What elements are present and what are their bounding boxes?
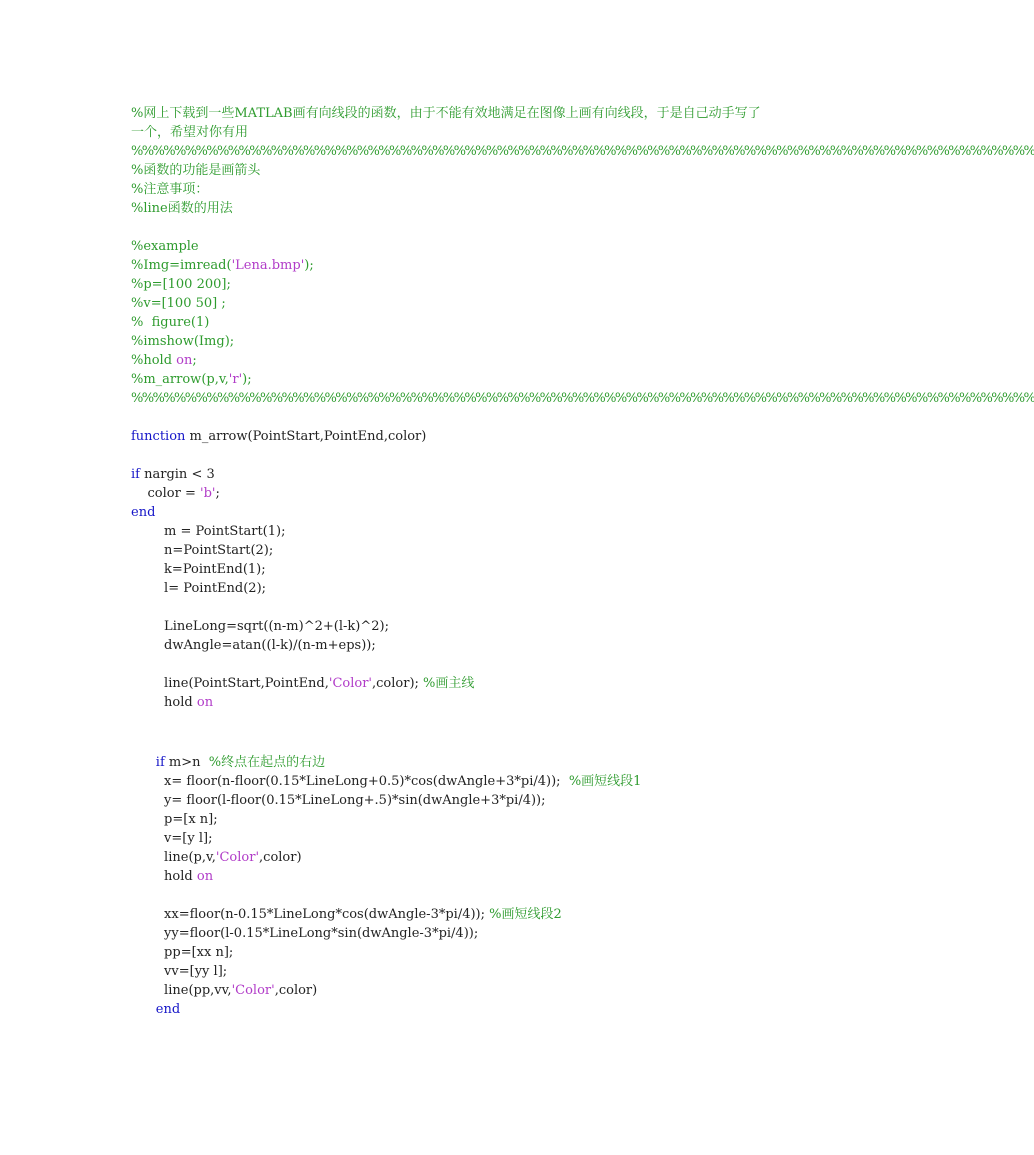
blank-line xyxy=(131,598,771,617)
string-literal: 'Lena.bmp' xyxy=(231,258,305,273)
line-pv-call xyxy=(131,848,771,867)
code-document xyxy=(131,104,1034,1019)
line-usage-comment: %line函数的用法 xyxy=(131,201,233,216)
inline-comment: %画短线段1 xyxy=(568,774,642,789)
if-condition: m>n xyxy=(164,755,209,770)
if-keyword: if xyxy=(155,755,165,770)
end-keyword: end xyxy=(155,1002,181,1017)
comment-text: ; xyxy=(192,353,197,368)
inline-comment: %画主线 xyxy=(423,676,475,691)
code-text: x= floor(n-floor(0.15*LineLong+0.5)*cos(dwAngle+3*pi/4)); xyxy=(131,774,569,789)
code-text: hold xyxy=(131,869,197,884)
comment-text: ); xyxy=(242,372,252,387)
v-assign-line: v=[y l]; xyxy=(131,831,213,846)
function-signature: m_arrow(PointStart,PointEnd,color) xyxy=(185,429,427,444)
code-text: hold xyxy=(131,695,197,710)
example-p-line: %p=[100 200]; xyxy=(131,277,231,292)
inline-comment: %画短线段2 xyxy=(489,907,562,922)
blank-line xyxy=(131,655,771,674)
example-imshow-line: %imshow(Img); xyxy=(131,334,235,349)
yy-assign-line: yy=floor(l-0.15*LineLong*sin(dwAngle-3*pi/4)); xyxy=(131,926,479,941)
code-text: ; xyxy=(215,486,220,501)
keyword-literal: on xyxy=(196,695,214,710)
example-title: %example xyxy=(131,239,199,254)
blank-line xyxy=(131,218,771,237)
example-v-line: %v=[100 50] ; xyxy=(131,296,226,311)
vv-assign-line: vv=[yy l]; xyxy=(131,964,228,979)
if-m-gt-n-line xyxy=(131,753,771,772)
comment-text: %m_arrow(p,v, xyxy=(131,372,229,387)
string-literal: 'Color' xyxy=(328,676,373,691)
function-keyword: function xyxy=(131,429,186,444)
hold-on-line xyxy=(131,693,771,712)
dwangle-line: dwAngle=atan((l-k)/(n-m+eps)); xyxy=(131,638,376,653)
l-assign-line: l= PointEnd(2); xyxy=(131,581,267,596)
p-assign-line: p=[x n]; xyxy=(131,812,218,827)
divider-top: %%%%%%%%%%%%%%%%%%%%%%%%%%%%%%%%%%%%%%%%%%%%%%%%%%%%%%%%%%%%%%%%%%%%%%%%%%%%%%%%%%%% xyxy=(131,144,1034,159)
code-text: ,color) xyxy=(259,850,302,865)
line-ppvv-call xyxy=(131,981,771,1000)
main-line-call xyxy=(131,674,771,693)
m-assign-line: m = PointStart(1); xyxy=(131,524,286,539)
keyword-literal: on xyxy=(196,869,214,884)
intro-comment: %网上下载到一些MATLAB画有向线段的函数，由于不能有效地满足在图像上画有向线段，于是自己动手写了一个，希望对你有用 xyxy=(131,106,761,140)
indent xyxy=(131,755,156,770)
string-literal: 'b' xyxy=(200,486,216,501)
code-text: line(PointStart,PointEnd, xyxy=(131,676,329,691)
k-assign-line: k=PointEnd(1); xyxy=(131,562,266,577)
indent xyxy=(131,1002,156,1017)
blank-line xyxy=(131,731,771,750)
code-text: ,color); xyxy=(372,676,424,691)
blank-line xyxy=(131,712,771,731)
if-condition: nargin < 3 xyxy=(139,467,215,482)
divider-bottom: %%%%%%%%%%%%%%%%%%%%%%%%%%%%%%%%%%%%%%%%%%%%%%%%%%%%%%%%%%%%%%%%%%%%%%%%%%%%%%%%%%%% xyxy=(131,391,1034,406)
color-default-line xyxy=(131,484,771,503)
code-text: line(pp,vv, xyxy=(131,983,232,998)
pp-assign-line: pp=[xx n]; xyxy=(131,945,234,960)
comment-text: %Img=imread( xyxy=(131,258,232,273)
code-text: ,color) xyxy=(274,983,318,998)
blank-line xyxy=(131,446,771,465)
function-signature-line xyxy=(131,427,771,446)
string-literal: 'Color' xyxy=(215,850,260,865)
if-keyword: if xyxy=(131,467,140,482)
comment-text: ); xyxy=(304,258,314,273)
notes-comment: %注意事项： xyxy=(131,182,209,197)
y-assign-line: y= floor(l-floor(0.15*LineLong+.5)*sin(dwAngle+3*pi/4)); xyxy=(131,793,546,808)
code-text: line(p,v, xyxy=(131,850,216,865)
example-hold-line xyxy=(131,351,771,370)
xx-assign-line xyxy=(131,905,771,924)
inline-comment: %终点在起点的右边 xyxy=(208,755,326,770)
keyword-literal: on xyxy=(176,353,193,368)
x-assign-line xyxy=(131,772,771,791)
purpose-comment: %函数的功能是画箭头 xyxy=(131,163,261,178)
blank-line xyxy=(131,408,771,427)
end-if-line xyxy=(131,1000,771,1019)
linelong-line: LineLong=sqrt((n-m)^2+(l-k)^2); xyxy=(131,619,389,634)
code-text: xx=floor(n-0.15*LineLong*cos(dwAngle-3*pi/4)); xyxy=(131,907,490,922)
example-imread-line xyxy=(131,256,771,275)
end-keyword: end xyxy=(131,505,156,520)
example-call-line xyxy=(131,370,771,389)
string-literal: 'Color' xyxy=(231,983,275,998)
if-nargin-line xyxy=(131,465,771,484)
comment-text: %hold xyxy=(131,353,177,368)
example-figure-line: % figure(1) xyxy=(131,315,210,330)
n-assign-line: n=PointStart(2); xyxy=(131,543,274,558)
code-text: color = xyxy=(131,486,200,501)
hold-on-line xyxy=(131,867,771,886)
blank-line xyxy=(131,886,771,905)
string-literal: 'r' xyxy=(228,372,243,387)
